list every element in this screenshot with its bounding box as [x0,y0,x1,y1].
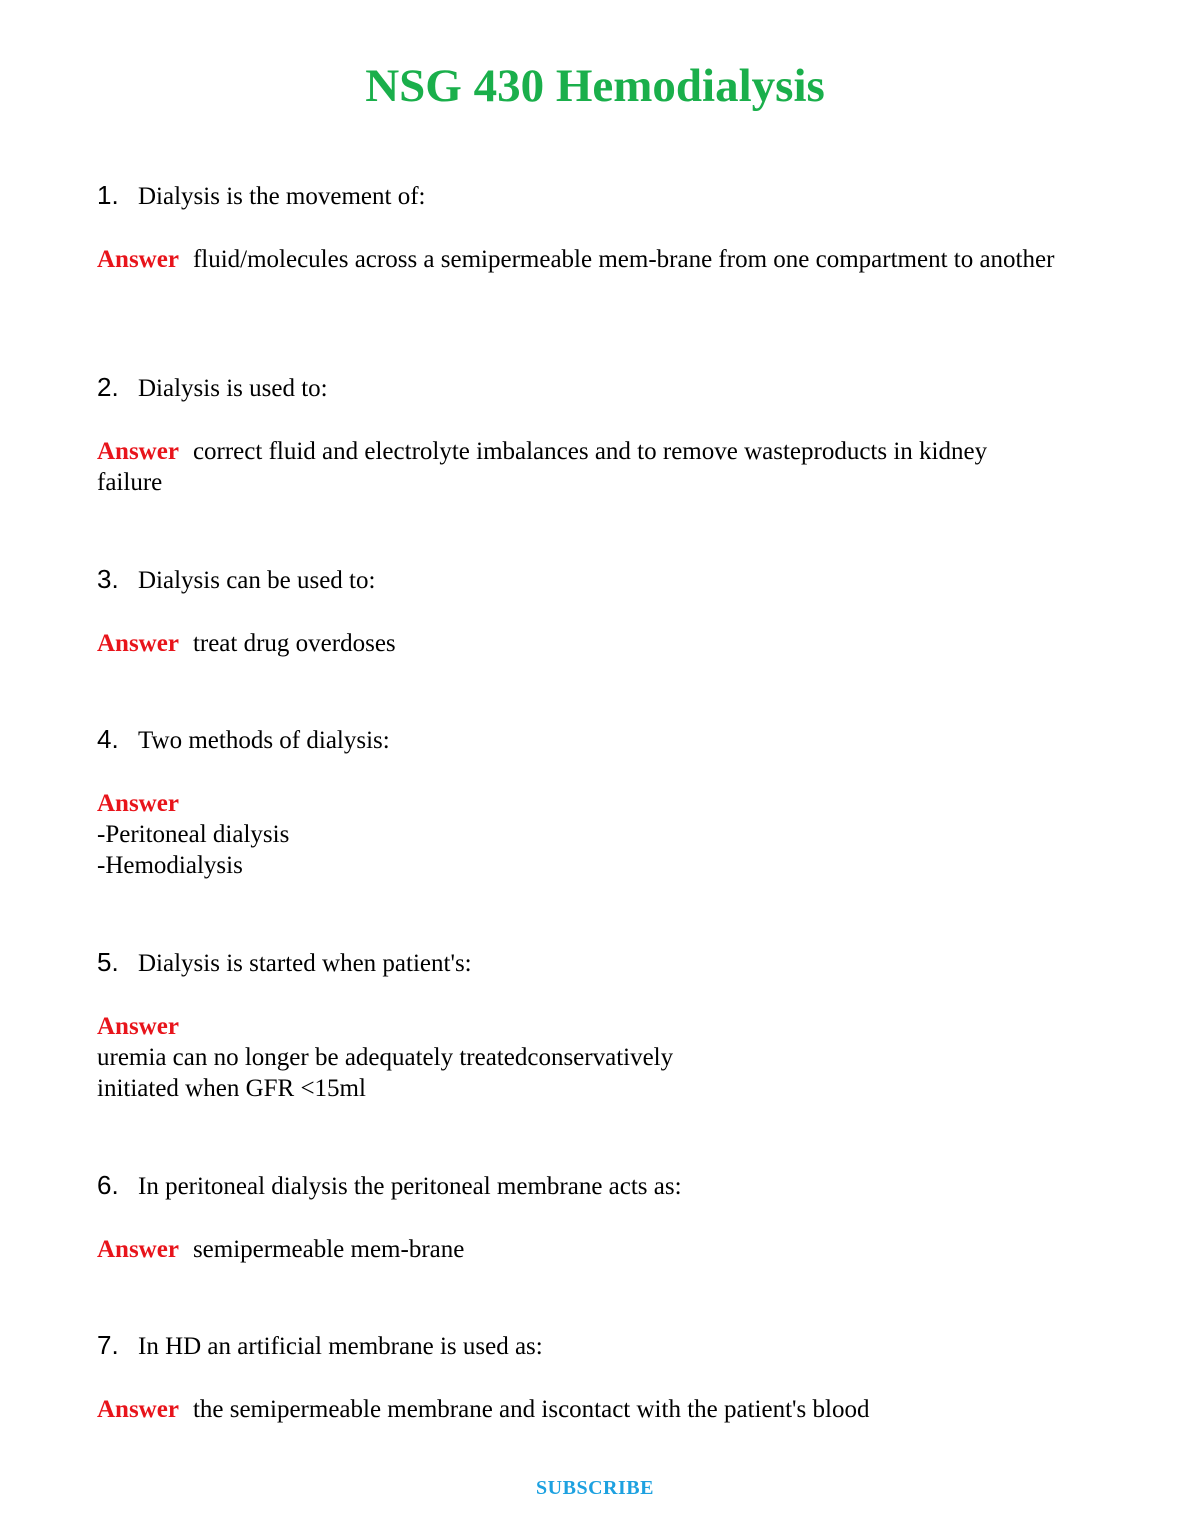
question [97,1330,1057,1362]
answer-text: fluid/molecules across a semipermeable mem-brane from one compartment to another [192,246,1055,273]
answer-label: Answer [97,246,179,273]
question-number: 4. [97,724,119,754]
question-number: 2. [97,372,119,402]
question-block-4 [97,724,1057,881]
answer-label: Answer [97,1396,179,1423]
answer [97,244,1057,275]
answer-label: Answer [97,438,179,465]
question-number: 5. [97,947,119,977]
question [97,372,1057,404]
page-title: NSG 430 Hemodialysis [365,60,825,112]
question-text: Two methods of dialysis: [138,727,390,754]
question-block-5 [97,947,1057,1104]
answer-line: -Hemodialysis [97,852,243,879]
question-text: In HD an artificial membrane is used as: [138,1333,543,1360]
question [97,724,1057,756]
question-block-6 [97,1170,1057,1265]
answer-label: Answer [97,790,179,817]
question [97,180,1057,212]
answer [97,436,1057,498]
answer-label: Answer [97,1013,179,1040]
answer-text: correct fluid and electrolyte imbalances and to remove wasteproducts in kidney failure [97,438,988,496]
answer-label: Answer [97,1236,179,1263]
answer-label: Answer [97,630,179,657]
subscribe-link[interactable]: SUBSCRIBE [536,1477,654,1499]
question-text: Dialysis is started when patient's: [138,950,472,977]
question [97,564,1057,596]
answer-text: semipermeable mem-brane [192,1236,465,1263]
question-text: Dialysis is used to: [138,375,328,402]
question [97,1170,1057,1202]
question-text: Dialysis can be used to: [138,567,376,594]
answer-text: treat drug overdoses [192,630,396,657]
answer [97,788,1057,881]
question-number: 1. [97,180,119,210]
question [97,947,1057,979]
answer-line: uremia can no longer be adequately treatedconservatively [97,1044,674,1071]
question-text: In peritoneal dialysis the peritoneal membrane acts as: [138,1173,682,1200]
answer-line: -Peritoneal dialysis [97,821,290,848]
question-block-2 [97,372,1057,498]
question-block-7 [97,1330,1057,1425]
question-text: Dialysis is the movement of: [138,183,426,210]
question-number: 6. [97,1170,119,1200]
question-block-3 [97,564,1057,659]
question-number: 7. [97,1330,119,1360]
answer-line: initiated when GFR <15ml [97,1075,366,1102]
answer [97,1011,1057,1104]
question-number: 3. [97,564,119,594]
answer [97,1234,1057,1265]
answer [97,1394,1057,1425]
answer-text: the semipermeable membrane and iscontact with the patient's blood [192,1396,870,1423]
answer [97,628,1057,659]
question-block-1 [97,180,1057,275]
